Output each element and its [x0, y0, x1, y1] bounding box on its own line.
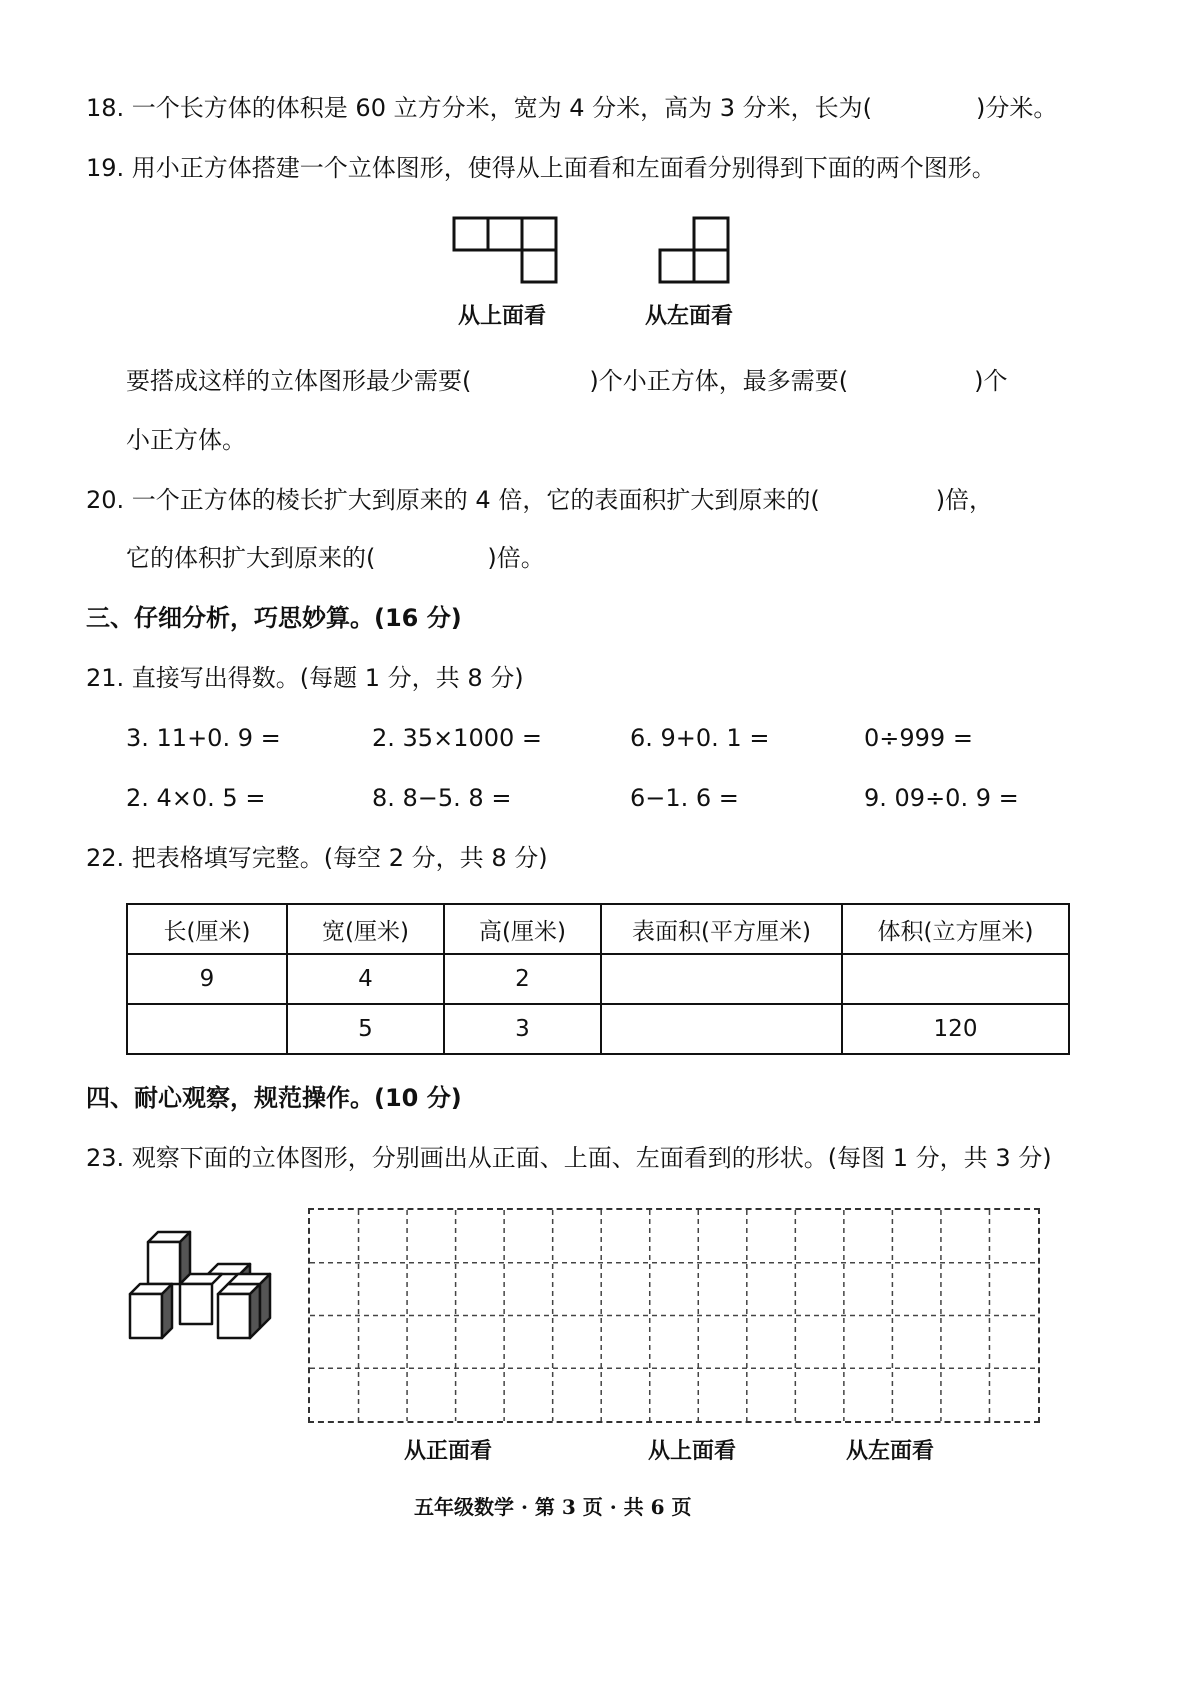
table-cell: 5 [287, 1004, 444, 1054]
page-footer: 五年级数学 · 第 3 页 · 共 6 页 [414, 1495, 692, 1519]
cube-stack-figure [128, 1230, 288, 1342]
table-header: 高(厘米) [444, 904, 601, 954]
calc-item: 6. 9+0. 1 = [630, 724, 770, 752]
section-3-title: 三、仔细分析，巧思妙算。(16 分) [86, 604, 462, 632]
calc-item: 9. 09÷0. 9 = [864, 784, 1019, 812]
q20-line1-a: 20. 一个正方体的棱长扩大到原来的 4 倍，它的表面积扩大到原来的( [86, 486, 820, 514]
table-header-row [127, 904, 1069, 954]
grid-lines [310, 1210, 1038, 1421]
table-row [127, 1004, 1069, 1054]
calc-item: 0÷999 = [864, 724, 973, 752]
calc-item: 8. 8−5. 8 = [372, 784, 512, 812]
question-20-line1 [86, 488, 993, 512]
question-20-line2 [126, 546, 545, 570]
q19-line1 [126, 369, 1007, 393]
table-header: 体积(立方厘米) [842, 904, 1069, 954]
q19-line1-c: )个 [974, 367, 1008, 395]
table-cell: 9 [127, 954, 287, 1004]
question-21: 21. 直接写出得数。(每题 1 分，共 8 分) [86, 664, 524, 692]
section-4-title: 四、耐心观察，规范操作。(10 分) [86, 1084, 462, 1112]
table-header: 长(厘米) [127, 904, 287, 954]
table-cell: 4 [287, 954, 444, 1004]
q20-line2-a: 它的体积扩大到原来的( [126, 544, 376, 572]
cuboid-table [126, 903, 1070, 1055]
q19-line1-b: )个小正方体，最多需要( [589, 367, 849, 395]
table-cell-blank[interactable] [601, 954, 842, 1004]
q20-line2-b: )倍。 [487, 544, 545, 572]
table-row [127, 954, 1069, 1004]
q20-line1-b: )倍， [935, 486, 994, 514]
table-cell-blank[interactable] [842, 954, 1069, 1004]
q19-top-view-label: 从上面看 [458, 304, 547, 329]
q18-text-after: )分米。 [976, 94, 1058, 122]
question-19: 19. 用小正方体搭建一个立体图形，使得从上面看和左面看分别得到下面的两个图形。 [86, 154, 996, 182]
question-18 [86, 96, 1057, 120]
table-cell: 120 [842, 1004, 1069, 1054]
q23-left-view-label: 从左面看 [846, 1439, 935, 1464]
q19-left-view-label: 从左面看 [645, 304, 734, 329]
q19-line1-a: 要搭成这样的立体图形最少需要( [126, 367, 472, 395]
q18-text-before: 18. 一个长方体的体积是 60 立方分米，宽为 4 分米，高为 3 分米，长为( [86, 94, 873, 122]
drawing-grid[interactable] [308, 1208, 1040, 1423]
calc-item: 2. 4×0. 5 = [126, 784, 266, 812]
table-header: 宽(厘米) [287, 904, 444, 954]
calc-item: 6−1. 6 = [630, 784, 739, 812]
table-cell-blank[interactable] [601, 1004, 842, 1054]
top-view-figure [452, 216, 558, 286]
table-header: 表面积(平方厘米) [601, 904, 842, 954]
q23-front-view-label: 从正面看 [404, 1439, 493, 1464]
calc-item: 2. 35×1000 = [372, 724, 542, 752]
q23-top-view-label: 从上面看 [648, 1439, 737, 1464]
table-cell: 2 [444, 954, 601, 1004]
table-cell-blank[interactable] [127, 1004, 287, 1054]
question-23: 23. 观察下面的立体图形，分别画出从正面、上面、左面看到的形状。(每图 1 分，共 3 分) [86, 1144, 1052, 1172]
q19-line2: 小正方体。 [126, 426, 246, 454]
question-22: 22. 把表格填写完整。(每空 2 分，共 8 分) [86, 844, 548, 872]
calc-item: 3. 11+0. 9 = [126, 724, 281, 752]
left-view-figure [658, 216, 730, 286]
table-cell: 3 [444, 1004, 601, 1054]
